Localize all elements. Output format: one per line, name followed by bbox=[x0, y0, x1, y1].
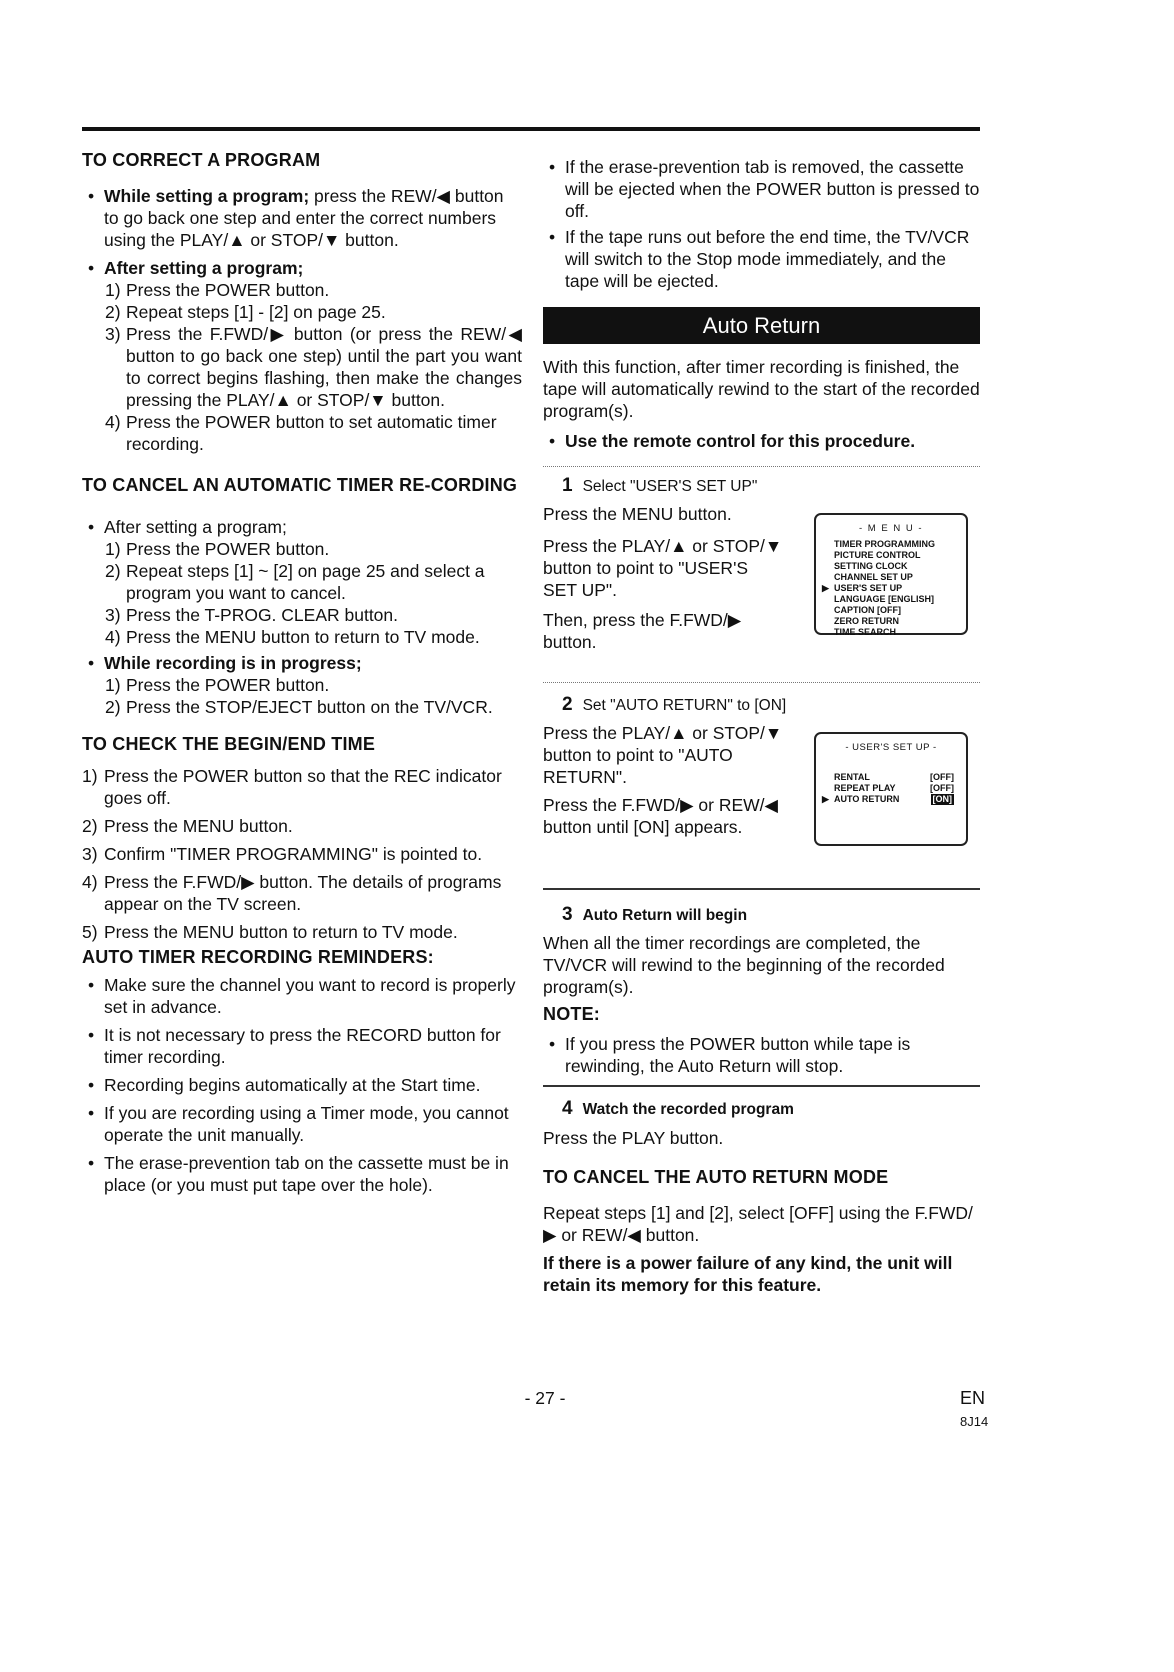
step-text: Press the POWER button. bbox=[126, 539, 330, 559]
step-4-body bbox=[543, 1127, 980, 1296]
step-text: Press the STOP/EJECT button on the TV/VCR. bbox=[126, 697, 493, 717]
check-step-5: 5) Press the MENU button to return to TV mode. bbox=[82, 922, 458, 942]
bullet-text: press the REW/◀ button to go back one step and enter the correct numbers using the PLAY/▲ or STOP/▼ button. bbox=[104, 186, 504, 250]
step-text: Press the MENU button. bbox=[104, 816, 293, 836]
cancel-bullet-2: • While recording is in progress; bbox=[88, 653, 362, 673]
step-4-header bbox=[562, 1098, 882, 1120]
top-rule bbox=[82, 127, 980, 131]
bold-note: Use the remote control for this procedure. bbox=[565, 431, 916, 451]
step-text: Press the MENU button. bbox=[543, 504, 732, 524]
bullet-text: The erase-prevention tab on the cassette must be in place (or you must put tape over the hole). bbox=[104, 1153, 509, 1195]
bullet-text: If the erase-prevention tab is removed, the cassette will be ejected when the POWER button is pressed to off. bbox=[565, 157, 980, 221]
menu-title: - M E N U - bbox=[859, 523, 923, 534]
correct-heading: TO CORRECT A PROGRAM bbox=[82, 150, 321, 170]
step-text: Press the PLAY button. bbox=[543, 1128, 724, 1148]
step-number: 3 bbox=[562, 904, 573, 925]
step-3-header bbox=[562, 904, 882, 926]
correct-step-1: 1) Press the POWER button. bbox=[105, 280, 330, 300]
users-setup-screen bbox=[814, 732, 968, 846]
pointer-icon: ▶ bbox=[822, 794, 829, 804]
bold-lead: While recording is in progress; bbox=[104, 653, 362, 673]
step-text: Repeat steps [1] ~ [2] on page 25 and select a program you want to cancel. bbox=[126, 561, 485, 603]
step-text: Repeat steps [1] - [2] on page 25. bbox=[126, 302, 386, 322]
step-text: Then, press the F.FWD/▶ button. bbox=[543, 610, 742, 652]
correct-step-2: 2) Repeat steps [1] - [2] on page 25. bbox=[105, 302, 386, 322]
correct-bullet-1: • While setting a program; press the REW/◀ button to go back one step and enter the correct numbers using the PLAY/▲ or STOP/▼ button. bbox=[88, 186, 504, 250]
check-step-2: 2) Press the MENU button. bbox=[82, 816, 293, 836]
menu-title: - USER'S SET UP - bbox=[845, 742, 937, 753]
right-column-top bbox=[543, 156, 980, 292]
cancel-step-4: 4) Press the MENU button to return to TV mode. bbox=[105, 627, 480, 647]
step-text: Press the POWER button. bbox=[126, 675, 330, 695]
step-number: 4 bbox=[562, 1098, 573, 1119]
step-2-body bbox=[543, 722, 783, 838]
step-text: Press the POWER button so that the REC indicator goes off. bbox=[104, 766, 502, 808]
tape-runs-out-bullet: • If the tape runs out before the end time, the TV/VCR will switch to the Stop mode immediately, and the tape will be ejected. bbox=[549, 227, 970, 291]
step-label: Auto Return will begin bbox=[582, 907, 748, 924]
divider-dotted bbox=[543, 466, 980, 467]
step-text: Press the F.FWD/▶ or REW/◀ button until [ON] appears. bbox=[543, 795, 778, 837]
menu-item: REPEAT PLAY bbox=[834, 783, 896, 793]
step-label: Select "USER'S SET UP" bbox=[582, 478, 758, 495]
bullet-text: If you are recording using a Timer mode, you cannot operate the unit manually. bbox=[104, 1103, 509, 1145]
menu-item-selected: USER'S SET UP bbox=[834, 583, 903, 593]
step-label: Watch the recorded program bbox=[582, 1101, 794, 1118]
menu-item: TIME SEARCH bbox=[834, 627, 897, 637]
step-text: Press the MENU button to return to TV mode. bbox=[104, 922, 458, 942]
cancel-rec-step-1: 1) Press the POWER button. bbox=[105, 675, 330, 695]
correct-bullet-2: • After setting a program; bbox=[88, 258, 304, 278]
menu-item: PICTURE CONTROL bbox=[834, 550, 921, 560]
cancel-timer-heading: TO CANCEL AN AUTOMATIC TIMER RE-CORDING bbox=[82, 475, 518, 495]
model-code: 8J14 bbox=[960, 1414, 989, 1429]
intro-text: With this function, after timer recording is finished, the tape will automatically rewind to the start of the recorded program(s). bbox=[543, 357, 980, 421]
cancel-rec-step-2: 2) Press the STOP/EJECT button on the TV/VCR. bbox=[105, 697, 493, 717]
menu-item: CHANNEL SET UP bbox=[834, 572, 913, 582]
bullet-text: Recording begins automatically at the Start time. bbox=[104, 1075, 481, 1095]
step-number: 2 bbox=[562, 694, 573, 715]
menu-value-on: [ON] bbox=[932, 794, 952, 804]
bold-lead: While setting a program; bbox=[104, 186, 310, 206]
remote-note: • Use the remote control for this procedure. bbox=[549, 431, 916, 451]
step-number: 1 bbox=[562, 475, 573, 496]
menu-value: [OFF] bbox=[930, 772, 954, 782]
step-text: Confirm "TIMER PROGRAMMING" is pointed to. bbox=[104, 844, 483, 864]
cancel-auto-return-heading: TO CANCEL THE AUTO RETURN MODE bbox=[543, 1167, 889, 1187]
menu-item: RENTAL bbox=[834, 772, 870, 782]
step-3-body bbox=[543, 932, 980, 1077]
note-bullet: • If you press the POWER button while tape is rewinding, the Auto Return will stop. bbox=[549, 1034, 911, 1076]
reminder-item: • If you are recording using a Timer mode, you cannot operate the unit manually. bbox=[88, 1103, 509, 1145]
step-text: Press the F.FWD/▶ button (or press the REW/◀ button to go back one step) until the part you want to correct begins flashing, then make the changes pressing the PLAY/▲ or STOP/▼ button. bbox=[126, 324, 522, 410]
correct-step-4: 4) Press the POWER button to set automatic timer recording. bbox=[105, 412, 497, 454]
step-text: Press the T-PROG. CLEAR button. bbox=[126, 605, 399, 625]
step-label: Set "AUTO RETURN" to [ON] bbox=[582, 697, 787, 714]
menu-screen bbox=[814, 513, 968, 635]
menu-item: ZERO RETURN bbox=[834, 616, 899, 626]
step-text: Press the POWER button to set automatic timer recording. bbox=[126, 412, 497, 454]
reminders-heading: AUTO TIMER RECORDING REMINDERS: bbox=[82, 947, 434, 967]
reminder-item: • Make sure the channel you want to record is properly set in advance. bbox=[88, 975, 516, 1017]
divider-line bbox=[543, 1085, 980, 1087]
check-step-4: 4) Press the F.FWD/▶ button. The details of programs appear on the TV screen. bbox=[82, 872, 502, 914]
step-1-body bbox=[543, 503, 783, 653]
step-text: When all the timer recordings are completed, the TV/VCR will rewind to the beginning of the recorded program(s). bbox=[543, 933, 945, 997]
divider-dotted bbox=[543, 682, 980, 683]
step-text: Press the PLAY/▲ or STOP/▼ button to point to "AUTO RETURN". bbox=[543, 723, 783, 787]
language-code: EN bbox=[960, 1388, 986, 1408]
auto-return-banner: Auto Return bbox=[543, 307, 980, 344]
check-step-1: 1) Press the POWER button so that the REC indicator goes off. bbox=[82, 766, 502, 808]
right-intro bbox=[543, 356, 980, 452]
check-step-3: 3) Confirm "TIMER PROGRAMMING" is pointed to. bbox=[82, 844, 483, 864]
cancel-bullet-1: • After setting a program; bbox=[88, 517, 287, 537]
bullet-text: It is not necessary to press the RECORD button for timer recording. bbox=[104, 1025, 501, 1067]
cancel-step-2: 2) Repeat steps [1] ~ [2] on page 25 and select a program you want to cancel. bbox=[105, 561, 485, 603]
erase-tab-bullet: • If the erase-prevention tab is removed, the cassette will be ejected when the POWER button is pressed to off. bbox=[549, 157, 980, 221]
reminder-item: • It is not necessary to press the RECORD button for timer recording. bbox=[88, 1025, 501, 1067]
check-heading: TO CHECK THE BEGIN/END TIME bbox=[82, 734, 376, 754]
bullet-text: After setting a program; bbox=[104, 517, 287, 537]
step-text: Press the PLAY/▲ or STOP/▼ button to point to "USER'S SET UP". bbox=[543, 536, 783, 600]
note-heading: NOTE: bbox=[543, 1004, 600, 1024]
bold-lead: After setting a program; bbox=[104, 258, 304, 278]
step-2-header bbox=[562, 694, 882, 716]
reminder-item: • Recording begins automatically at the Start time. bbox=[88, 1075, 481, 1095]
cancel-step-3: 3) Press the T-PROG. CLEAR button. bbox=[105, 605, 399, 625]
cancel-text: Repeat steps [1] and [2], select [OFF] using the F.FWD/▶ or REW/◀ button. bbox=[543, 1203, 973, 1245]
step-text: Press the POWER button. bbox=[126, 280, 330, 300]
menu-item: SETTING CLOCK bbox=[834, 561, 908, 571]
menu-item-selected: AUTO RETURN bbox=[834, 794, 900, 804]
bullet-text: If you press the POWER button while tape is rewinding, the Auto Return will stop. bbox=[565, 1034, 911, 1076]
bullet-text: Make sure the channel you want to record is properly set in advance. bbox=[104, 975, 516, 1017]
power-failure-note: If there is a power failure of any kind, the unit will retain its memory for this feature. bbox=[543, 1253, 953, 1295]
menu-item: LANGUAGE [ENGLISH] bbox=[834, 594, 934, 604]
menu-value: [OFF] bbox=[930, 783, 954, 793]
step-text: Press the F.FWD/▶ button. The details of programs appear on the TV screen. bbox=[104, 872, 502, 914]
cancel-step-1: 1) Press the POWER button. bbox=[105, 539, 330, 559]
left-column bbox=[82, 150, 522, 1196]
menu-item: CAPTION [OFF] bbox=[834, 605, 901, 615]
divider-line bbox=[543, 888, 980, 890]
menu-item: TIMER PROGRAMMING bbox=[834, 539, 935, 549]
bullet-text: If the tape runs out before the end time, the TV/VCR will switch to the Stop mode immediately, and the tape will be ejected. bbox=[565, 227, 970, 291]
reminder-item: • The erase-prevention tab on the cassette must be in place (or you must put tape over the hole). bbox=[88, 1153, 509, 1195]
step-text: Press the MENU button to return to TV mode. bbox=[126, 627, 480, 647]
page-number: - 27 - bbox=[524, 1388, 566, 1408]
pointer-icon: ▶ bbox=[822, 583, 829, 593]
correct-step-3: 3) Press the F.FWD/▶ button (or press the REW/◀ button to go back one step) until the part you want to correct begins flashing, then make the changes pressing the PLAY/▲ or STOP/▼ button. bbox=[105, 324, 522, 410]
step-1-header bbox=[562, 475, 822, 497]
